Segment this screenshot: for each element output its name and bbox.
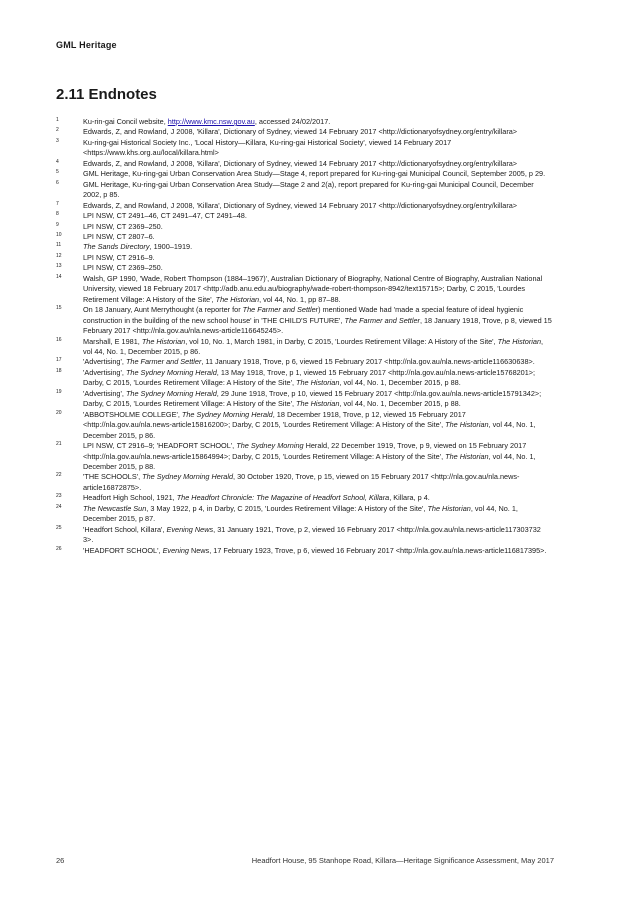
endnote-item	[56, 222, 552, 232]
endnote-text	[83, 389, 541, 408]
endnote-text	[83, 546, 546, 555]
endnote-item	[56, 525, 552, 546]
endnote-item	[56, 242, 552, 252]
endnote-item	[56, 253, 552, 263]
endnote-number: 16	[56, 336, 62, 343]
endnote-number: 20	[56, 409, 62, 416]
endnote-italic-title: The Historian	[141, 336, 186, 346]
endnote-number: 9	[56, 221, 59, 228]
endnote-italic-title: The Sydney Morning Herald	[181, 409, 273, 419]
endnote-text-segment: , vol 10, No. 1, March 1981, in Darby, C 2015, 'Lourdes Retirement Village: A History of the Site',	[185, 336, 498, 346]
endnote-text-segment: , 3 May 1922, p 4, in Darby, C 2015, 'Lourdes Retirement Village: A History of the Site',	[146, 503, 428, 513]
endnote-number: 18	[56, 367, 62, 374]
endnote-text-segment: Headfort High School, 1921,	[83, 493, 177, 503]
endnote-item	[56, 201, 552, 211]
endnote-text-segment: 'Advertising',	[83, 388, 126, 398]
endnote-text-segment: LPI NSW, CT 2916–9.	[83, 252, 155, 262]
endnote-text	[83, 337, 543, 356]
endnote-text	[83, 127, 517, 136]
endnote-text	[83, 138, 451, 157]
endnote-item	[56, 127, 552, 137]
endnote-italic-title: Evening	[162, 545, 189, 555]
endnote-text-segment: , vol 44, No. 1, pp 87–88.	[259, 294, 341, 304]
endnote-item	[56, 504, 552, 525]
endnote-text-segment: LPI NSW, CT 2807–6.	[83, 231, 155, 241]
endnote-number: 12	[56, 252, 62, 259]
endnote-item	[56, 305, 552, 336]
endnote-text-segment: Edwards, Z, and Rowland, J 2008, 'Killara', Dictionary of Sydney, viewed 14 February 2017 <http://dictionaryofsydney.org/entry/killara>	[83, 200, 518, 210]
endnote-item	[56, 410, 552, 441]
endnote-item	[56, 337, 552, 358]
endnote-item	[56, 138, 552, 159]
endnote-number: 23	[56, 493, 62, 500]
endnote-text-segment: Marshall, E 1981,	[83, 336, 142, 346]
endnote-text	[83, 472, 519, 491]
endnote-italic-title: The Sydney Morning	[236, 441, 304, 451]
endnote-text-segment: , 18 December 1918, Trove, p 12, viewed 15 February 2017 <http://nla.gov.au/nla.news-article15816200>; Darby, C 2015, 'Lourdes Retirement Village: A History of the Site',	[83, 409, 466, 430]
endnote-text-segment: LPI NSW, CT 2916–9; 'HEADFORT SCHOOL',	[83, 441, 237, 451]
endnote-italic-title: The Sands Directory	[83, 242, 150, 252]
endnote-item	[56, 493, 552, 503]
endnote-text-segment: , Killara, p 4.	[389, 493, 430, 503]
endnote-number: 6	[56, 179, 59, 186]
endnote-italic-title: The Farmer and Settler	[242, 305, 319, 315]
endnote-text-segment: 'Advertising',	[83, 357, 126, 367]
endnote-text	[83, 211, 247, 220]
endnote-italic-title: The Sydney Morning Herald	[125, 388, 217, 398]
endnote-text-segment: GML Heritage, Ku-ring-gai Urban Conservation Area Study—Stage 4, report prepared for Ku-ring-gai Municipal Council, September 2005, p 29.	[83, 169, 546, 179]
endnote-text	[83, 274, 542, 304]
endnote-text-segment: , vol 44, No. 1, December 2015, p 88.	[339, 378, 461, 388]
endnote-text-segment: , 1900–1919.	[149, 242, 193, 252]
endnote-text-segment: , vol 44, No. 1, December 2015, p 88.	[83, 451, 536, 471]
endnote-text	[83, 305, 552, 335]
endnote-text-segment: 'ABBOTSHOLME COLLEGE',	[83, 409, 182, 419]
endnote-number: 13	[56, 263, 62, 270]
endnote-text	[83, 368, 535, 387]
endnote-text-segment: , 18 January 1918, Trove, p 8, viewed 15 February 2017 <http://nla.gov.au/nla.news-article116645245>.	[83, 315, 552, 336]
endnote-text-segment: , 11 January 1918, Trove, p 6, viewed 15 February 2017 <http://nla.gov.au/nla.news-article116630638>.	[201, 357, 535, 367]
endnote-text	[83, 263, 163, 272]
endnote-text-segment: LPI NSW, CT 2369–250.	[83, 221, 163, 231]
endnote-text-segment: , 31 January 1921, Trove, p 2, viewed 16 February 2017 <http://nla.gov.au/nla.news-article117303732 3>.	[83, 524, 541, 545]
endnote-item	[56, 472, 552, 493]
endnote-text	[83, 441, 536, 471]
endnote-number: 10	[56, 231, 62, 238]
page-number: 26	[56, 856, 65, 865]
endnote-text-segment: On 18 January, Aunt Merrythought (a reporter for	[83, 305, 243, 315]
endnote-number: 8	[56, 211, 59, 218]
endnote-text	[83, 253, 155, 262]
endnote-text-segment: , vol 44, No. 1, December 2015, p 87.	[83, 503, 518, 524]
endnote-text-segment: , 30 October 1920, Trove, p 15, viewed on 15 February 2017 <http://nla.gov.au/nla.news-article16872875>.	[83, 472, 520, 492]
endnote-number: 25	[56, 524, 62, 531]
endnote-text	[83, 242, 192, 251]
endnote-italic-title: The Newcastle Sun	[83, 503, 147, 513]
endnote-italic-title: The Historian	[427, 503, 471, 513]
endnote-italic-title: The Historian	[445, 451, 489, 461]
endnote-text	[83, 232, 155, 241]
endnote-italic-title: Evening News	[166, 524, 214, 534]
endnote-text-segment: LPI NSW, CT 2369–250.	[83, 263, 163, 273]
endnote-text-segment: Herald, 22 December 1919, Trove, p 9, viewed on 15 February 2017 <http://nla.gov.au/nla.news-article15864994>; Darby, C 2015, 'Lourdes Retirement Village: A History of the Site',	[83, 441, 527, 461]
endnote-text-segment: GML Heritage, Ku-ring-gai Urban Conservation Area Study—Stage 2 and 2(a), report prepared for Ku-ring-gai Municipal Council, December 2002, p 85.	[83, 179, 534, 200]
endnotes-list	[56, 117, 552, 556]
endnote-item	[56, 232, 552, 242]
endnote-italic-title: The Farmer and Settler	[125, 357, 202, 367]
endnote-text-segment: 'Headfort School, Killara',	[83, 524, 167, 534]
endnote-text	[83, 169, 545, 178]
endnote-italic-title: The Sydney Morning Herald	[125, 367, 217, 377]
endnote-text	[83, 493, 430, 502]
endnote-number: 24	[56, 503, 62, 510]
endnote-text	[83, 525, 541, 544]
endnote-text-segment: , vol 44, No. 1, December 2015, p 88.	[339, 399, 461, 409]
endnote-number: 4	[56, 158, 59, 165]
endnote-item	[56, 180, 552, 201]
endnote-number: 26	[56, 545, 62, 552]
endnote-text-segment: 'Advertising',	[83, 367, 126, 377]
endnote-text	[83, 159, 517, 168]
endnote-text-segment: Edwards, Z, and Rowland, J 2008, 'Killara', Dictionary of Sydney, viewed 14 February 2017 <http://dictionaryofsydney.org/entry/killara>	[83, 158, 518, 168]
endnote-number: 5	[56, 169, 59, 176]
endnote-number: 2	[56, 127, 59, 134]
document-header-org: GML Heritage	[56, 40, 117, 50]
endnote-text-segment: Ku-ring-gai Historical Society Inc., 'Local History—Killara, Ku-ring-gai Historical Society', viewed 14 February 2017 <https://www.khs.org.au/local/killara.html>	[83, 137, 452, 158]
endnote-text-segment: , 29 June 1918, Trove, p 10, viewed 15 February 2017 <http://nla.gov.au/nla.news-article15791342>; Darby, C 2015, 'Lourdes Retirement Village: A History of the Site',	[83, 388, 542, 409]
endnote-item	[56, 211, 552, 221]
endnote-text	[83, 180, 534, 199]
endnote-text	[83, 504, 518, 523]
endnote-text-segment: 'HEADFORT SCHOOL',	[83, 545, 163, 555]
endnote-item	[56, 159, 552, 169]
endnote-text	[83, 117, 330, 126]
footer-document-title: Headfort House, 95 Stanhope Road, Killara—Heritage Significance Assessment, May 2017	[251, 856, 554, 865]
endnote-item	[56, 169, 552, 179]
section-title: 2.11 Endnotes	[56, 86, 157, 103]
endnote-text-segment: 'THE SCHOOLS',	[83, 472, 143, 482]
endnote-text	[83, 357, 535, 366]
endnote-number: 7	[56, 200, 59, 207]
endnote-number: 15	[56, 305, 62, 312]
endnote-text-segment: LPI NSW, CT 2491–46, CT 2491–47, CT 2491–48.	[83, 211, 247, 221]
endnote-link[interactable]: http://www.kmc.nsw.gov.au	[167, 117, 255, 126]
endnote-number: 11	[56, 242, 62, 249]
endnote-text-segment: News, 17 February 1923, Trove, p 6, viewed 16 February 2017 <http://nla.gov.au/nla.news-article116817395>.	[188, 545, 547, 555]
endnote-item	[56, 389, 552, 410]
endnote-item	[56, 274, 552, 305]
endnote-item	[56, 357, 552, 367]
endnote-text-segment: Walsh, GP 1990, 'Wade, Robert Thompson (1884–1967)', Australian Dictionary of Biography, National Centre of Biography, Australian National University, viewed 18 February 2017 <http://adb.anu.edu.au/biography/wade-robert-thompson-8942/text15715>; Darby, C 2015, 'Lourdes Retirement Village: A History of the Site',	[83, 273, 543, 304]
endnote-item	[56, 263, 552, 273]
endnote-text	[83, 201, 517, 210]
endnote-item	[56, 441, 552, 472]
endnote-text-segment: , vol 44, No. 1, December 2015, p 86.	[83, 336, 544, 356]
endnote-text-segment: ) mentioned Wade had 'made a special feature of ideal hygienic construction in the building of the new school house' in 'THE CHILD'S FUTURE',	[83, 305, 524, 325]
endnote-number: 21	[56, 441, 62, 448]
endnote-item	[56, 546, 552, 556]
endnote-text-segment: Edwards, Z, and Rowland, J 2008, 'Killara', Dictionary of Sydney, viewed 14 February 2017 <http://dictionaryofsydney.org/entry/killara>	[83, 127, 518, 137]
endnote-item	[56, 368, 552, 389]
endnote-text-segment: , 13 May 1918, Trove, p 1, viewed 15 February 2017 <http://nla.gov.au/nla.news-article15768201>; Darby, C 2015, 'Lourdes Retirement Village: A History of the Site',	[83, 367, 536, 388]
endnote-number: 14	[56, 273, 62, 280]
endnote-text-segment: , vol 44, No. 1, December 2015, p 86.	[83, 420, 536, 440]
endnote-number: 22	[56, 472, 62, 479]
endnote-italic-title: The Historian	[296, 378, 340, 388]
endnote-italic-title: The Sydney Morning Herald	[142, 472, 234, 482]
endnote-italic-title: The Historian	[445, 420, 489, 430]
endnote-italic-title: The Historian	[215, 294, 260, 304]
endnote-number: 1	[56, 117, 59, 123]
endnote-number: 19	[56, 388, 62, 395]
endnote-number: 17	[56, 357, 62, 364]
endnote-text-segment: Ku-rin-gai Concil website,	[83, 117, 168, 126]
endnote-number: 3	[56, 137, 59, 144]
endnote-text	[83, 410, 536, 440]
endnote-italic-title: The Historian	[497, 336, 542, 346]
endnote-italic-title: The Headfort Chronicle: The Magazine of Headfort School, Killara	[176, 493, 390, 503]
endnote-text	[83, 222, 163, 231]
endnote-item	[56, 117, 552, 127]
endnote-italic-title: The Farmer and Settler	[344, 315, 420, 325]
endnote-text-segment: , accessed 24/02/2017.	[254, 117, 331, 126]
endnote-italic-title: The Historian	[296, 399, 340, 409]
